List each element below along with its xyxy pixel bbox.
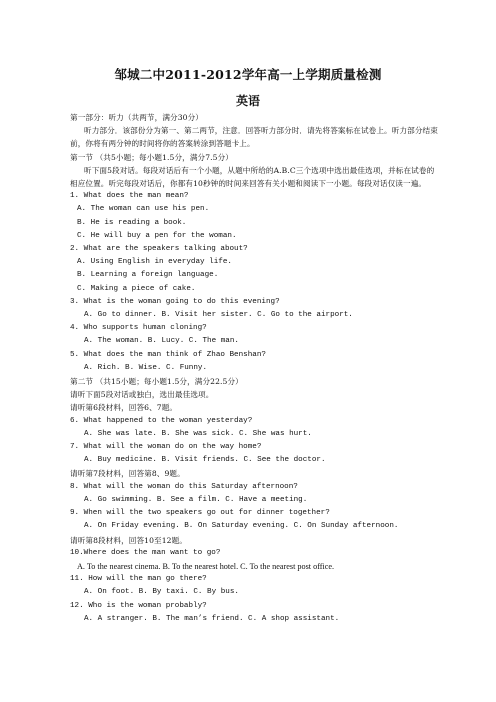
text-line: 请听第7段材料，回答第8、9题。 bbox=[70, 469, 185, 479]
text-line: 请听第8段材料，回答10至12题。 bbox=[70, 535, 187, 545]
text-line: 第一节 （共5小题；每小题1.5分，满分7.5分） bbox=[70, 152, 233, 162]
text-line: 3. What is the woman going to do this evening? bbox=[70, 297, 280, 306]
exam-title: 邹城二中2011-2012学年高一上学期质量检测 bbox=[114, 67, 382, 82]
text-line: 4. Who supports human cloning? bbox=[70, 324, 207, 333]
text-line: 第二节 （共15小题；每小题1.5分，满分22.5分） bbox=[70, 377, 243, 387]
text-line: 5. What does the man think of Zhao Benshan? bbox=[70, 350, 266, 359]
text-line: 8. What will the woman do this Saturday afternoon? bbox=[70, 482, 298, 491]
text-line: 第一部分：听力（共两节，满分30分） bbox=[70, 113, 203, 122]
text-line: 7. What will the woman do on the way home? bbox=[70, 443, 262, 452]
text-line: C. Making a piece of cake. bbox=[77, 284, 196, 293]
text-line: 6. What happened to the woman yesterday? bbox=[70, 416, 253, 425]
text-line: A. Go to dinner. B. Visit her sister. C. Go to the airport. bbox=[84, 311, 353, 320]
text-line: 9. When will the two speakers go out for dinner together? bbox=[70, 509, 330, 518]
text-line: 2. What are the speakers talking about? bbox=[70, 245, 248, 254]
text-line: A. Go swimming. B. See a film. C. Have a meeting. bbox=[84, 495, 308, 504]
text-line: 听力部分．该部份分为第一、第二两节，注意．回答听力部分时．请先将答案标在试卷上。听力部分结束前，你将有两分钟的时间将你的答案转涂到答题卡上。 bbox=[70, 126, 438, 149]
text-line: A. On Friday evening. B. On Saturday evening. C. On Sunday afternoon. bbox=[84, 522, 399, 531]
text-line: 12. Who is the woman probably? bbox=[70, 601, 207, 610]
text-line: B. Learning a foreign language. bbox=[77, 271, 219, 280]
text-line: A. On foot. B. By taxi. C. By bus. bbox=[84, 588, 239, 597]
text-line: A. A stranger. B. The man’s friend. C. A shop assistant. bbox=[84, 614, 340, 623]
text-line: A. The woman can use his pen. bbox=[77, 205, 210, 214]
text-line: 10.Where does the man want to go? bbox=[70, 548, 221, 557]
text-line: 听下面5段对话。每段对话后有一个小题，从题中所给的A.B.C三个选项中选出最佳选项，并标在试卷的相应位置。听完每段对话后，你都有10秒钟的时间来回答有关小题和阅读下一小题。每段对话仅读一遍。 bbox=[70, 165, 435, 189]
text-line: 请听第6段材料，回答6、7题。 bbox=[70, 403, 178, 413]
text-line: 11. How will the man go there? bbox=[70, 575, 207, 584]
text-line: A. The woman. B. Lucy. C. The man. bbox=[84, 337, 239, 346]
text-line: A. To the nearest cinema. B. To the nearest hotel. C. To the nearest post office. bbox=[77, 561, 335, 571]
text-line: 请听下面5段对话或独白，选出最佳选项。 bbox=[70, 390, 214, 400]
text-line: A. Rich. B. Wise. C. Funny. bbox=[84, 363, 208, 372]
text-line: C. He will buy a pen for the woman. bbox=[77, 231, 237, 240]
document-body bbox=[70, 111, 440, 626]
text-line: A. Using English in everyday life. bbox=[77, 258, 232, 267]
text-line: B. He is reading a book. bbox=[77, 218, 187, 227]
text-line: A. She was late. B. She was sick. C. She was hurt. bbox=[84, 429, 312, 438]
text-line: 1. What does the man mean? bbox=[70, 192, 189, 201]
subject-heading: 英语 bbox=[235, 94, 260, 108]
text-line: A. Buy medicine. B. Visit friends. C. See the doctor. bbox=[84, 456, 326, 465]
